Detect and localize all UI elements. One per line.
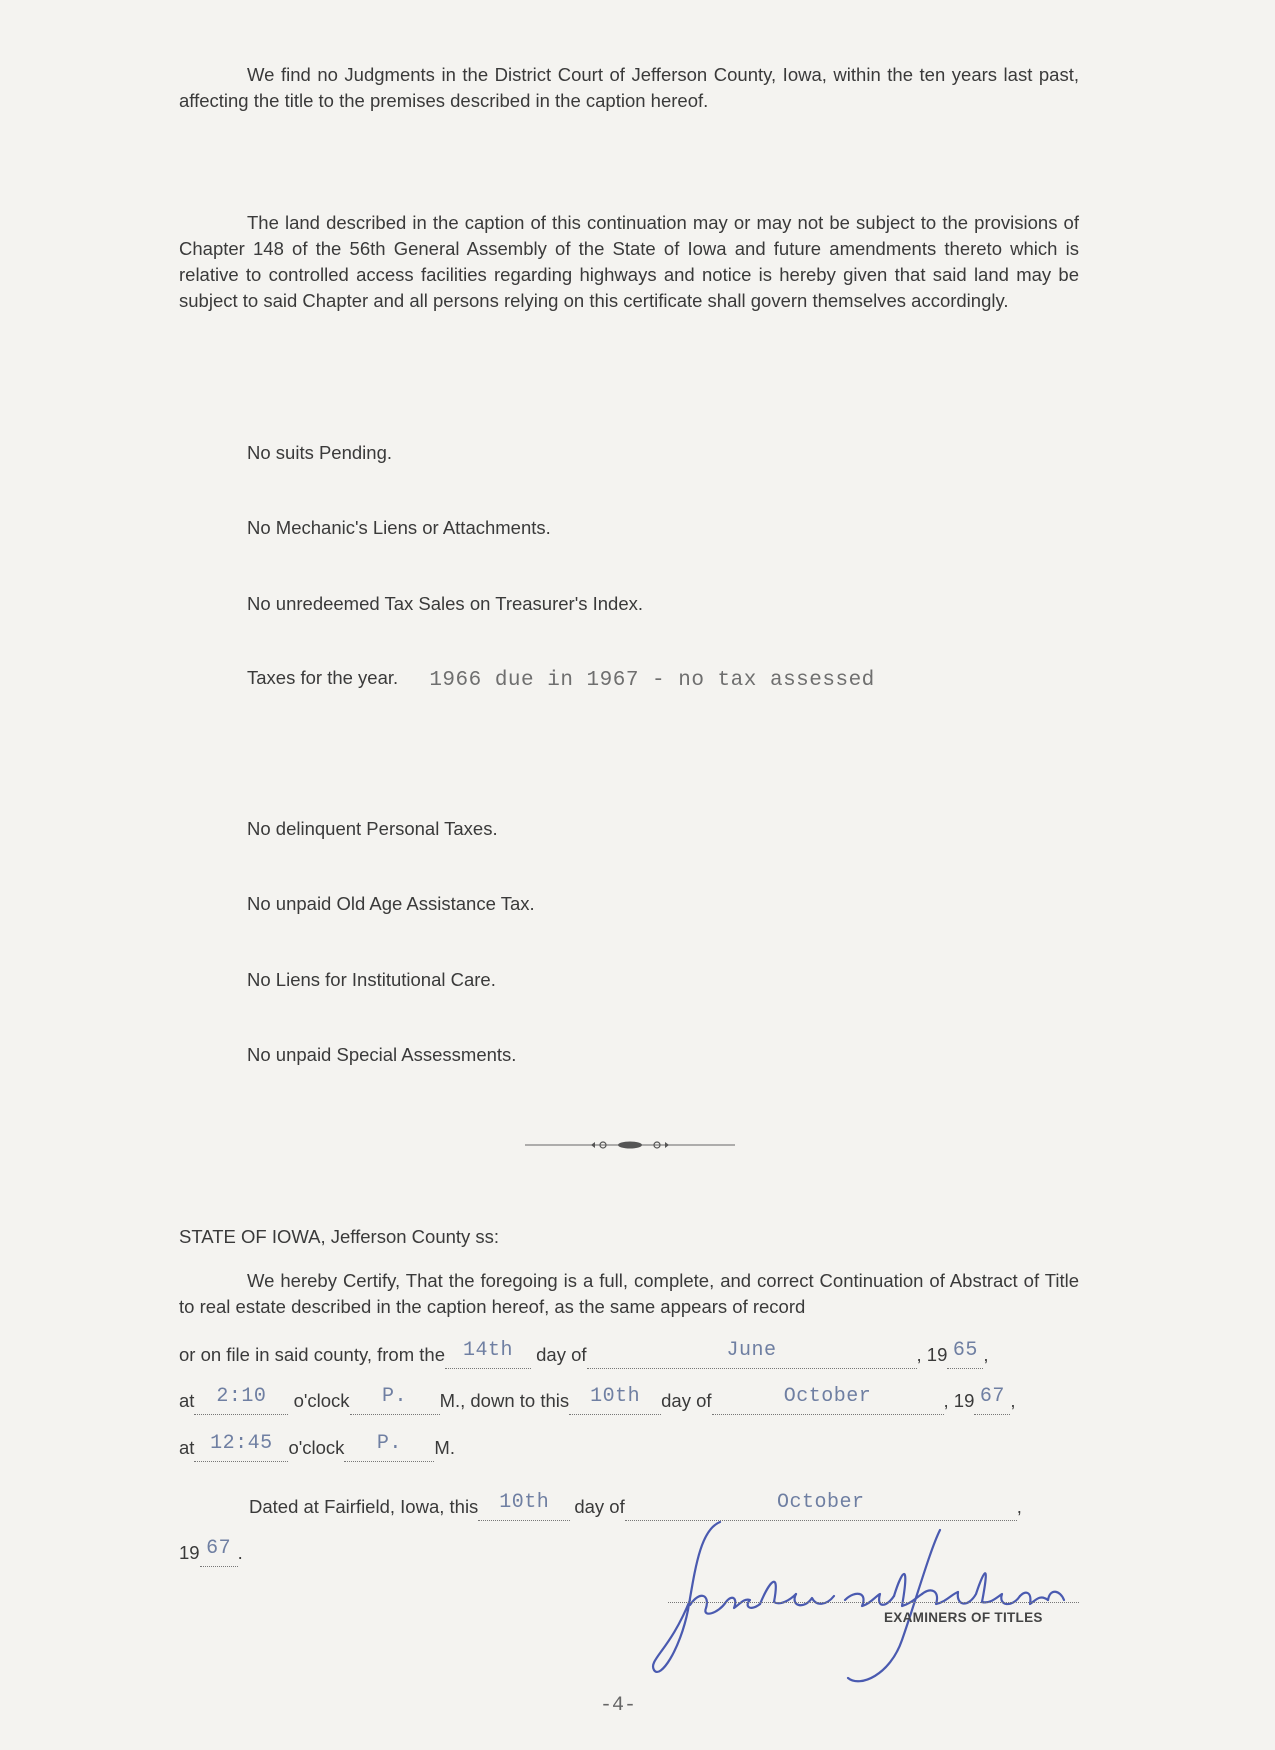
dated-day-field: 10th — [478, 1496, 570, 1521]
from-prefix: or on file in said county, from the — [179, 1344, 445, 1365]
dated-day-of-text: day of — [574, 1496, 625, 1517]
from-day-field: 14th — [445, 1344, 531, 1369]
to-year-prefix: , 19 — [943, 1390, 975, 1411]
dated-year-field: 67 — [200, 1542, 238, 1567]
statement-old-age: No unpaid Old Age Assistance Tax. — [247, 893, 535, 914]
at-text-2: at — [179, 1437, 195, 1458]
judgments-paragraph: We find no Judgments in the District Court of Jefferson County, Iowa, within the ten years last past, affecting the title to the premises described in the caption hereof. — [179, 64, 1079, 111]
examiners-of-titles-label: EXAMINERS OF TITLES — [884, 1610, 1043, 1625]
to-year-field: 67 — [974, 1390, 1010, 1415]
statement-tax-sales: No unredeemed Tax Sales on Treasurer's Index. — [247, 593, 644, 614]
to-time-field: 12:45 — [194, 1437, 288, 1462]
to-meridian-field: P. — [344, 1437, 434, 1462]
to-day-of-text: day of — [661, 1390, 712, 1411]
taxes-label: Taxes for the year. — [247, 667, 399, 688]
from-meridian-field: P. — [350, 1390, 440, 1415]
statement-mechanics-liens: No Mechanic's Liens or Attachments. — [247, 517, 551, 538]
to-day-field: 10th — [569, 1390, 661, 1415]
m-text: M. — [434, 1437, 455, 1458]
controlled-access-paragraph: The land described in the caption of this continuation may or may not be subject to the provisions of Chapter 148 of the 56th General Assembly of the State of Iowa and future amendments thereto which is relative to controlled access facilities regarding highways and notice is hereby given that said land may be subject to said Chapter and all persons relying on this certificate shall govern themselves accordingly. — [179, 212, 1079, 311]
handwritten-signature — [640, 1510, 1100, 1690]
certification-from-line: or on file in said county, from the 14th day of June , 19 65 , — [179, 1344, 1079, 1369]
to-month-field: October — [712, 1390, 944, 1415]
statement-personal-taxes: No delinquent Personal Taxes. — [247, 818, 498, 839]
statement-institutional-care: No Liens for Institutional Care. — [247, 969, 496, 990]
certification-time-line: at 2:10 o'clock P. M., down to this 10th day of October , 19 67 , — [179, 1390, 1079, 1415]
certification-heading: STATE OF IOWA, Jefferson County ss: — [179, 1226, 500, 1247]
from-month-field: June — [587, 1344, 917, 1369]
dated-year-line: 19 67 . — [179, 1542, 1079, 1567]
dated-prefix: Dated at Fairfield, Iowa, this — [249, 1496, 479, 1517]
from-time-field: 2:10 — [194, 1390, 288, 1415]
taxes-value: 1966 due in 1967 - no tax assessed — [429, 669, 875, 692]
certification-body: We hereby Certify, That the foregoing is a full, complete, and correct Continuation of Abstract of Title to real estate described in the caption hereof, as the same appears of record — [179, 1270, 1079, 1317]
oclock-text-2: o'clock — [288, 1437, 345, 1458]
statement-suits: No suits Pending. — [247, 442, 393, 463]
ornament-divider — [525, 1137, 735, 1153]
dated-year-prefix: 19 — [179, 1542, 200, 1563]
certification-end-time-line — [179, 1432, 1079, 1462]
statement-taxes — [247, 667, 875, 691]
dated-month-field: October — [625, 1496, 1017, 1521]
down-to-text: M., down to this — [439, 1390, 570, 1411]
oclock-text: o'clock — [293, 1390, 350, 1411]
at-text: at — [179, 1390, 195, 1411]
day-of-text: day of — [536, 1344, 587, 1365]
year-prefix: , 19 — [916, 1344, 948, 1365]
signature-line — [668, 1602, 1079, 1603]
statement-special-assessments: No unpaid Special Assessments. — [247, 1044, 517, 1065]
dated-line: Dated at Fairfield, Iowa, this 10th day of October , — [249, 1496, 1079, 1521]
page-number: -4- — [600, 1694, 637, 1717]
from-year-field: 65 — [947, 1344, 983, 1369]
